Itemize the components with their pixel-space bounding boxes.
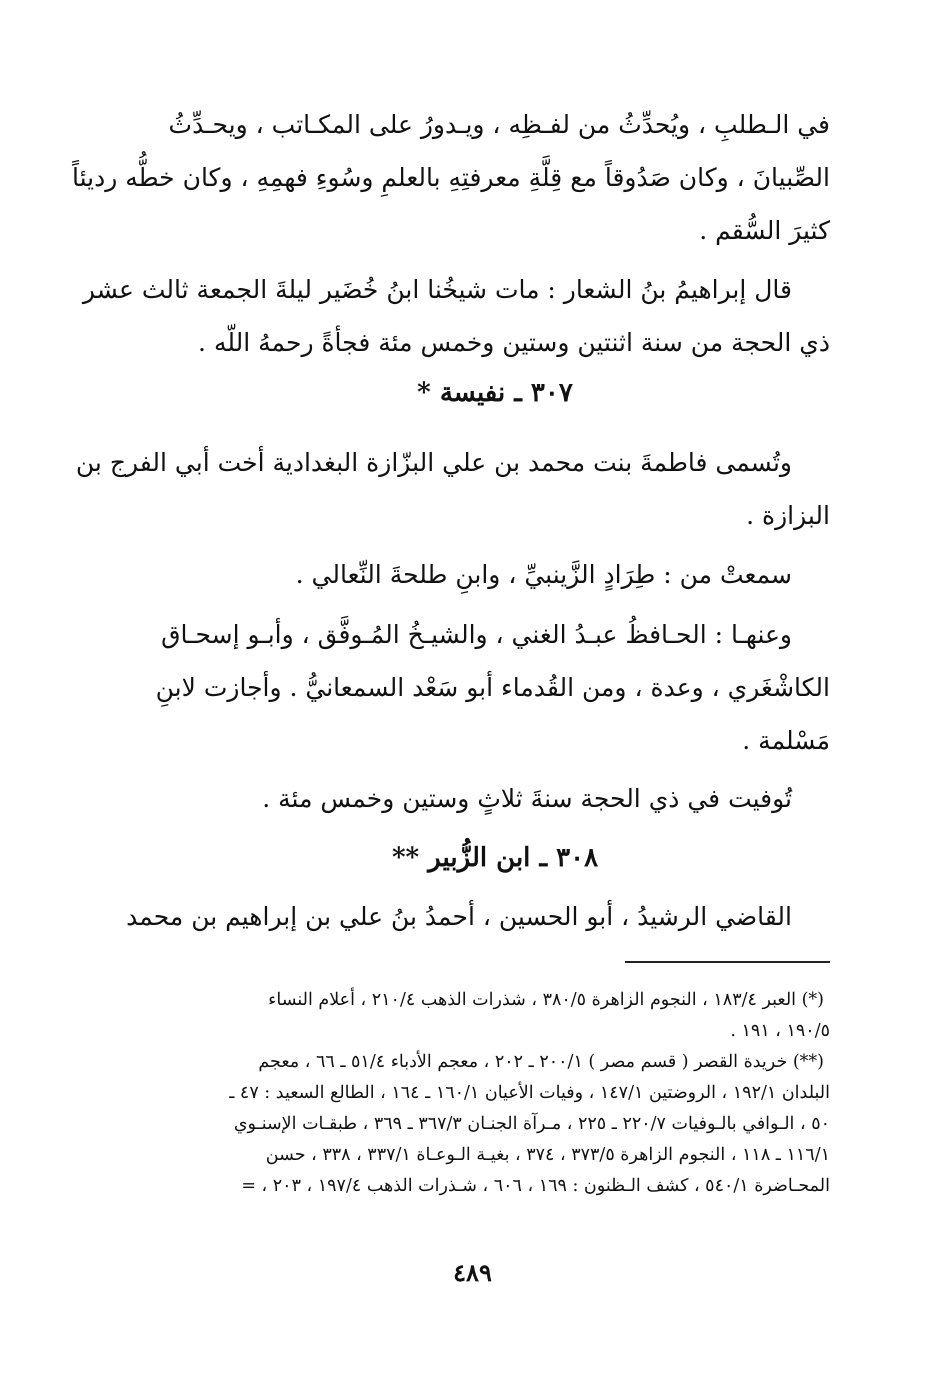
paragraph-death: [160, 772, 830, 825]
text-line: وعنهـا : الحـافظُ عبـدُ الغني ، والشيـخُ المُـوفَّق ، وأبـو إسحـاق: [161, 620, 792, 649]
text-line: مَسْلمة .: [742, 726, 830, 755]
text-line: الكاشْغَري ، وعدة ، ومن القُدماء أبو سَعْد السمعانيُّ . وأجازت لابنِ: [155, 673, 830, 702]
paragraph-death-note: [82, 263, 830, 369]
footnote-line: ١١٦/١ ـ ١١٨ ، النجوم الزاهرة ٣٧٣/٥ ، ٣٧٤ ، بغيـة الـوعـاة ٣٣٧/١ ، ٣٣٨ ، حسن: [265, 1145, 830, 1165]
entry-heading-308: ٣٠٨ ـ ابن الزُّبير **: [391, 843, 599, 873]
text-line: كثيرَ السُّقم .: [699, 216, 830, 245]
footnote-separator: [625, 961, 830, 963]
text-line: البزازة .: [746, 501, 830, 530]
text-line: القاضي الرشيدُ ، أبو الحسين ، أحمدُ بنُ علي بن إبراهيم بن محمد: [126, 902, 792, 931]
text-line: الصِّبيانَ ، وكان صَدُوقاً مع قِلَّةِ معرفتِهِ بالعلمِ وسُوءِ فهمِهِ ، وكان خطُّه رديئاً: [72, 163, 830, 192]
paragraph-teachers: [160, 548, 830, 601]
footnote-line: ١٩٠/٥ ، ١٩١ .: [730, 1021, 830, 1041]
footnote-line: ٥٠ ، الـوافي بالـوفيات ٢٢٠/٧ ـ ٢٢٥ ، مـرآة الجنـان ٣٦٧/٣ ـ ٣٦٩ ، طبقـات الإسنـوي: [233, 1114, 830, 1134]
paragraph-continuation: [72, 98, 830, 257]
text-line: في الـطلبِ ، ويُحدِّثُ من لفـظِه ، ويـدورُ على المكـاتب ، ويحـدِّثُ: [168, 110, 830, 139]
footnote-line: المحـاضرة ٥٤٠/١ ، كشف الـظنون : ١٦٩ ، ٦٠٦ ، شـذرات الذهب ١٩٧/٤ ، ٢٠٣ ، =: [241, 1176, 830, 1196]
footnotes: [160, 985, 830, 1202]
footnote-line: البلدان ١٩٢/١ ، الروضتين ١٤٧/١ ، وفيات الأعيان ١٦٠/١ ـ ١٦٤ ، الطالع السعيد : ٤٧ ـ: [229, 1083, 830, 1103]
text-line: وتُسمى فاطمةَ بنت محمد بن علي البزّازة البغدادية أخت أبي الفرج بن: [75, 448, 792, 477]
paragraph-name: [75, 436, 830, 542]
paragraph-entry-308: [126, 890, 830, 943]
text-line: ذي الحجة من سنة اثنتين وستين وخمس مئة فجأةً رحمهُ اللّه .: [198, 328, 830, 357]
text-line: سمعتْ من : طِرَادٍ الزَّينبيِّ ، وابنِ طلحةَ النِّعالي .: [295, 560, 792, 589]
footnote-line: (*) العبر ١٨٣/٤ ، النجوم الزاهرة ٣٨٠/٥ ، شذرات الذهب ٢١٠/٤ ، أعلام النساء: [268, 990, 824, 1010]
footnote-line: (**) خريدة القصر ( قسم مصر ) ٢٠٠/١ ـ ٢٠٢ ، معجم الأدباء ٥١/٤ ـ ٦٦ ، معجم: [258, 1052, 824, 1072]
entry-heading-307: ٣٠٧ ـ نفيسة *: [417, 378, 573, 408]
page-number: ٤٨٩: [453, 1258, 492, 1287]
paragraph-students: [155, 608, 830, 767]
text-line: قال إبراهيمُ بنُ الشعار : مات شيخُنا ابنُ خُضَير ليلةَ الجمعة ثالث عشر: [82, 275, 792, 304]
text-line: تُوفيت في ذي الحجة سنةَ ثلاثٍ وستين وخمس مئة .: [262, 784, 792, 813]
